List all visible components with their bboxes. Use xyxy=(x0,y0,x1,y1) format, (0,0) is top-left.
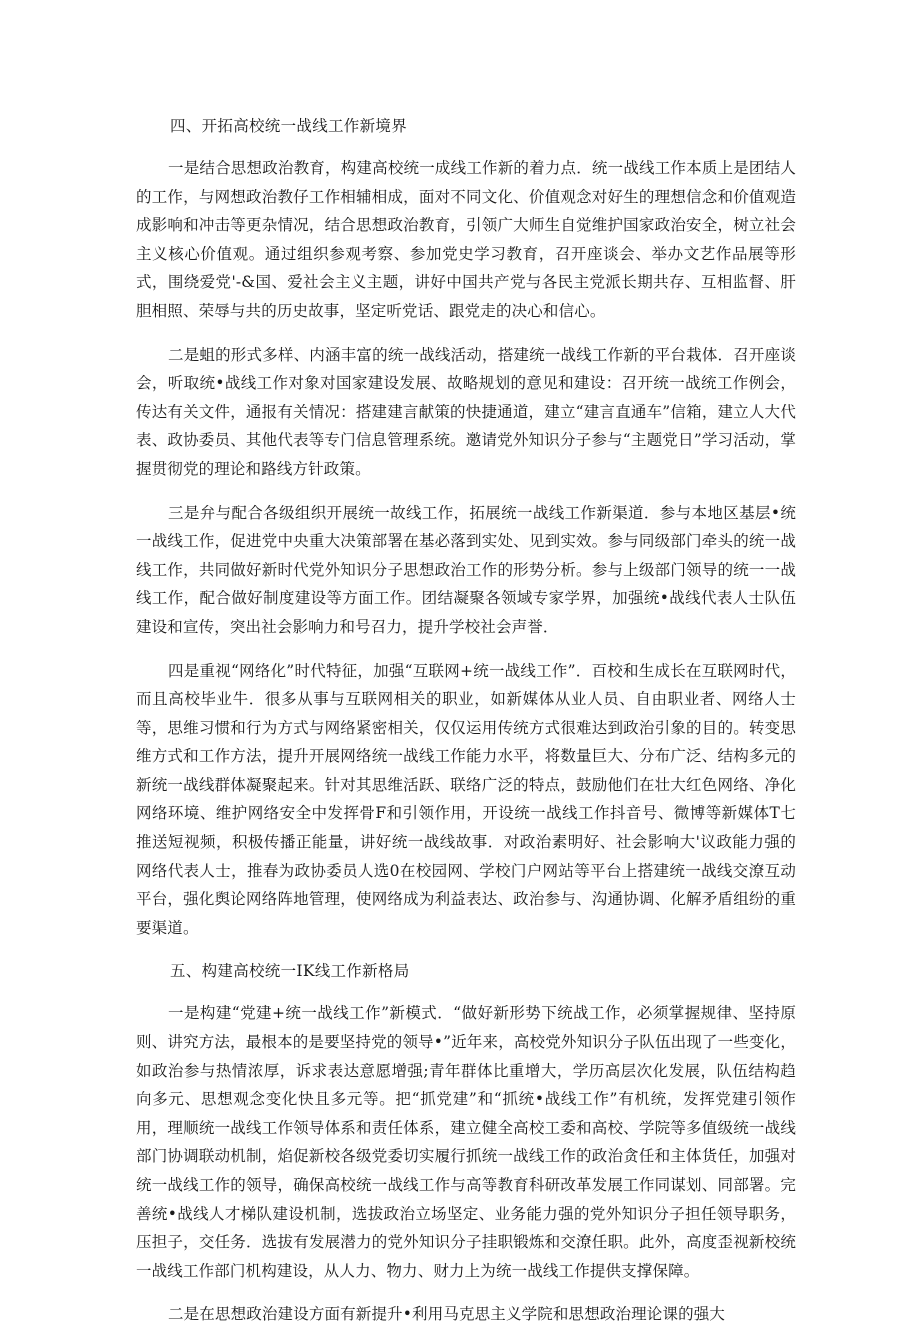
paragraph: 一是构建“党建+统一战线工作”新模式．“做好新形势下统战工作，必须掌握规律、坚持原则、讲究方法，最根本的是要坚持党的领导•”近年来，高校党外知识分子队伍出现了一些变化，如政治参与热情浓厚，诉求表达意愿增强;青年群体比重增大，学历高层次化发展，队伍结构趋向多元、思想观念变化快且多元等。把“抓党建”和“抓统•战线工作”有机统，发挥党建引领作用，理顺统一战线工作领导体系和责任体系，建立健全高校工委和高校、学院等多值级统一战线部门协调联动机制，焰促新校各级党委切实履行抓统一战线工作的政治贪任和主体货任，加强对统一战线工作的领导，确保高校统一战线工作与高等教育科研改革发展工作同谋划、同部署。完善统•战线人才梯队建设机制，选拔政治立场坚定、业务能力强的党外知识分子担任领导职务，压担子，交任务．选拔有发展潜力的党外知识分子挂职锻炼和交潦任职。此外，高度歪视新校统一战线工作部门机构建设，从人力、物力、财力上为统一战线工作提供支撑保障。 xyxy=(136,1004,796,1280)
paragraph: 四是重视“网络化”时代特征，加强“互联网+统一战线工作”．百校和生成长在互联网时代，而且高校毕业牛．很多从事与互联网相关的职业，如新媒体从业人员、自由职业者、网络人士等，思维习惯和行为方式与网络紧密相关，仅仅运用传统方式很难达到政治引象的目的。转变思维方式和工作方法，提升开展网络统一战线工作能力水平，将数量巨大、分布广泛、结构多元的新统一战线群体凝聚起来。针对其思维活跃、联络广泛的特点，鼓励他们在壮大红色网络、净化网络环境、维护网络安全中发挥骨F和引领作用，开设统一战线工作抖音号、微博等新媒体T七推送短视频，积极传播正能量，讲好统一战线故事．对政治素明好、社会影响大'议政能力强的网络代表人士，推春为政协委员人选0在校园网、学校门户网站等平台上搭建统一战线交潦互动平台，强化舆论网络阵地管理，使网络成为利益表达、政治参与、沟通协调、化解矛盾组纷的重要渠道。 xyxy=(136,661,796,937)
paragraph: 二是在思想政治建设方面有新提升•利用马克思主义学院和思想政治理论课的强大 xyxy=(168,1305,726,1324)
section-heading: 五、构建高校统一IK线工作新格局 xyxy=(170,962,410,981)
document-page xyxy=(136,104,796,1344)
paragraph: 二是蛆的形式多样、内涵丰富的统一战线活动，搭建统一战线工作新的平台栽体．召开座谈会，听取统•战线工作对象对国家建设发展、故略规划的意见和建设：召开统一战统工作例会，传达有关文件，通报有关情况：搭建建言献策的快捷通道，建立“建言直通车”信箱，建立人大代表、政协委员、其他代表等专门信息管理系统。邀请党外知识分子参与“主题党日”学习活动，掌握贯彻党的理论和路线方针政策。 xyxy=(136,345,796,478)
paragraph: 三是弁与配合各级组织开展统一故线工作，拓展统一战线工作新渠道．参与本地区基层•统一战线工作，促进党中央重大决策部署在基必落到实处、见到实效。参与同级部门牵头的统一战线工作，共同做好新时代党外知识分子思想政治工作的形势分析。参与上级部门领导的统一一战线工作，配合做好制度建设等方面工作。团结凝聚各领域专家学界，加强统•战线代表人士队伍建设和宣传，突出社会影响力和号召力，提升学校社会声誉． xyxy=(136,503,796,636)
paragraph: 一是结合思想政治教育，构建高校统一成线工作新的着力点．统一战线工作本质上是团结人的工作，与网想政治教仔工作相辅相成，面对不同文化、价值观念对好生的理想信念和价值观造成影响和冲击等更杂情况，结合思想政治教育，引领广大师生自觉维护国家政治安全，树立社会主义核心价值观。通过组织参观考察、参加党史学习教育，召开座谈会、举办文艺作品展等形式，围绕爱党'-&国、爱社会主义主题，讲好中国共产党与各民主党派长期共存、互相监督、肝胆相照、荣辱与共的历史故事，坚定听党话、跟党走的决心和信心。 xyxy=(136,159,796,320)
section-heading: 四、开拓高校统一战线工作新境界 xyxy=(170,117,408,135)
